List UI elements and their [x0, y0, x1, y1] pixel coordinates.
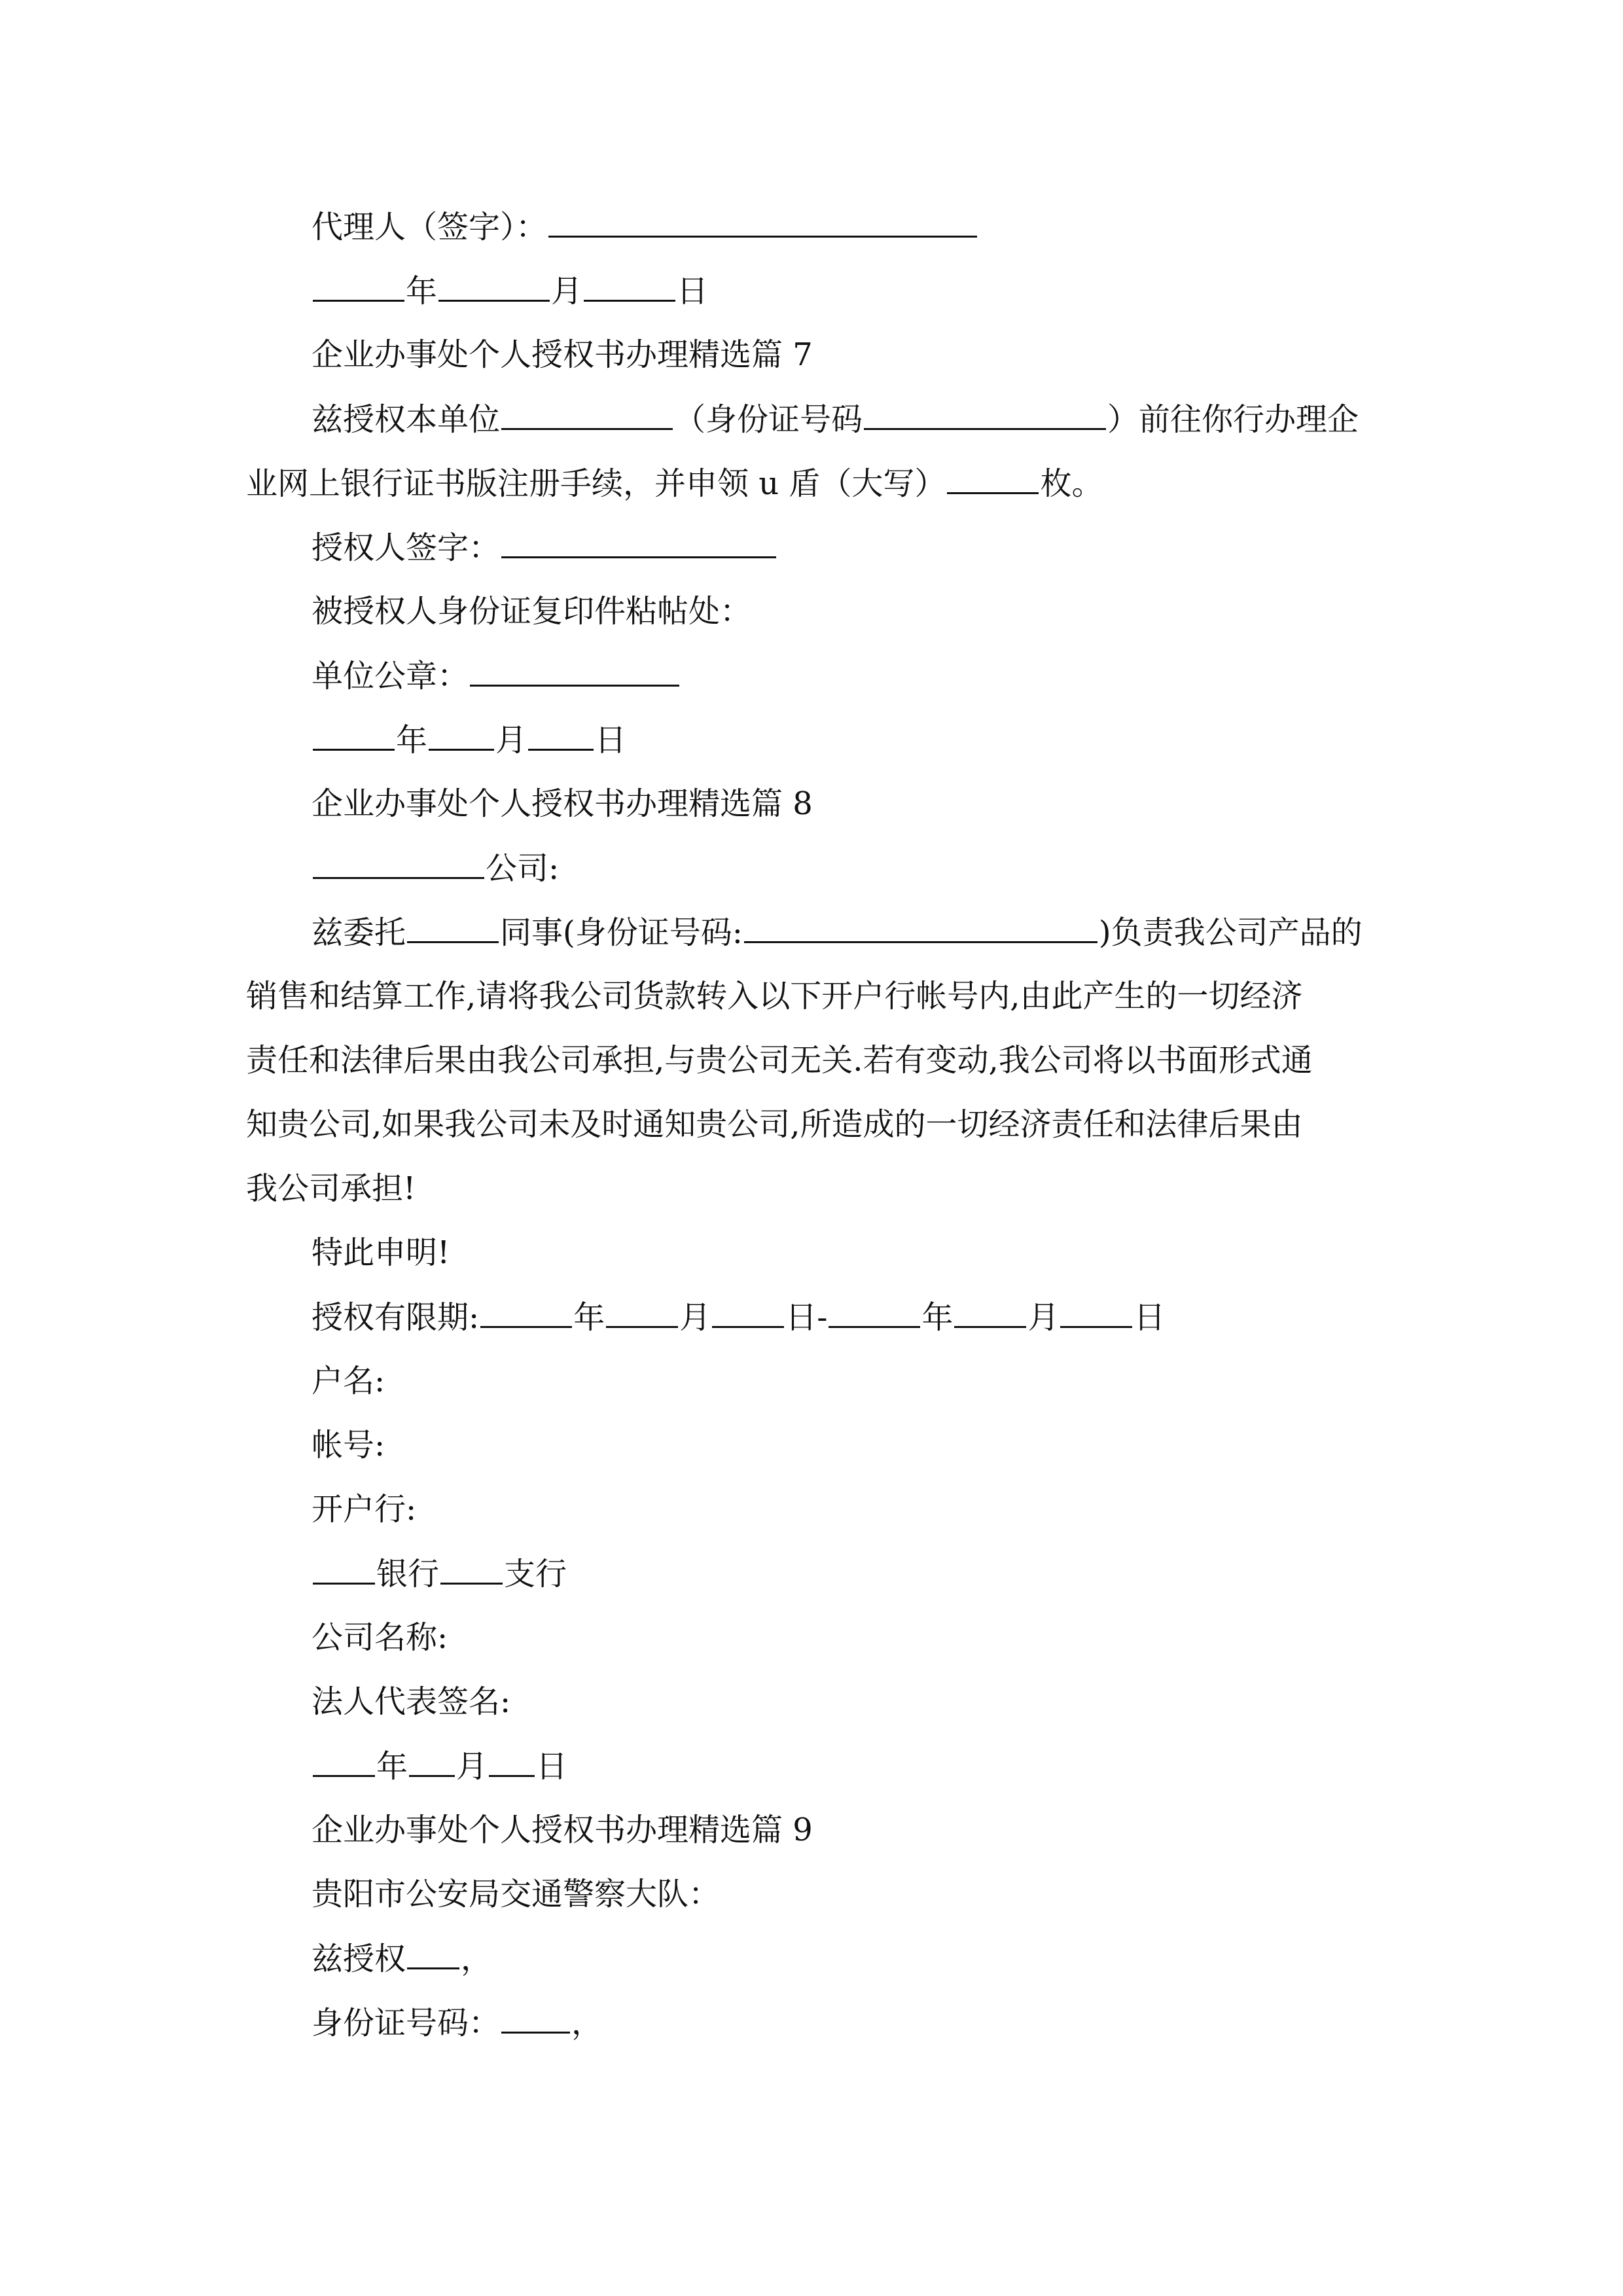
term-start-day-label: 日-	[785, 1299, 828, 1336]
day-blank	[489, 1746, 535, 1777]
day-blank	[584, 271, 675, 302]
ukey-count-blank	[947, 463, 1039, 494]
term-start-day-blank	[712, 1297, 784, 1328]
date-line-section7	[312, 720, 1385, 760]
section7-text-start: 兹授权本单位	[312, 401, 501, 438]
authorization-text: 兹授权	[312, 1941, 406, 1977]
year-blank	[313, 1746, 375, 1777]
year-blank	[313, 271, 404, 302]
month-label: 月	[456, 1748, 488, 1785]
day-label: 日	[595, 722, 627, 759]
section7-text-mid: ）前往你行办理企	[1107, 401, 1359, 438]
legal-rep-line	[312, 1682, 1385, 1721]
section8-title	[312, 784, 1385, 823]
date-line-top	[312, 271, 1385, 311]
authorization-term-line	[312, 1297, 1385, 1337]
section7-id-label: （身份证号码	[674, 401, 863, 438]
section7-title	[312, 335, 1385, 374]
authorization-line	[312, 1939, 1385, 1979]
bank-line	[312, 1490, 1385, 1529]
account-name-line	[312, 1361, 1385, 1401]
bank-branch-line	[312, 1554, 1385, 1594]
term-start-month-blank	[606, 1297, 678, 1328]
year-label: 年	[406, 273, 438, 310]
month-blank	[409, 1746, 455, 1777]
declare-line	[312, 1233, 1385, 1272]
account-number-line	[312, 1426, 1385, 1465]
month-blank	[429, 720, 494, 751]
month-label: 月	[551, 273, 583, 310]
term-end-day-blank	[1060, 1297, 1132, 1328]
id-copy-label: 被授权人身份证复印件粘帖处：	[312, 593, 752, 630]
company-name-line	[312, 1618, 1385, 1657]
company-line	[312, 848, 1385, 888]
section9-title	[312, 1810, 1385, 1850]
unit-name-blank	[501, 399, 673, 430]
authorized-person-blank	[407, 1939, 459, 1969]
legal-rep-label: 法人代表签名:	[312, 1683, 511, 1720]
year-blank	[313, 720, 395, 751]
bank-name-blank	[313, 1554, 375, 1585]
account-name-label: 户名:	[312, 1363, 385, 1399]
account-number-label: 帐号:	[312, 1427, 385, 1463]
id-number-line	[312, 2003, 1385, 2043]
unit-seal-blank	[470, 656, 679, 687]
id-number-blank	[501, 2003, 570, 2034]
term-start-year-label: 年	[573, 1299, 605, 1336]
section8-paragraph-line5	[246, 1169, 1319, 1208]
company-name-label: 公司名称:	[312, 1619, 448, 1656]
year-label: 年	[376, 1748, 408, 1785]
term-label: 授权有限期:	[312, 1299, 480, 1336]
authorizer-signature-line	[312, 528, 1385, 567]
section8-p1-start: 兹委托	[312, 914, 406, 951]
section8-title-text: 企业办事处个人授权书办理精选篇 8	[312, 785, 813, 822]
section8-p4: 知贵公司,如果我公司未及时通知贵公司,所造成的一切经济责任和法律后果由	[246, 1106, 1303, 1143]
authorizer-signature-blank	[501, 528, 776, 558]
section7-text-line2: 业网上银行证书版注册手续，并申领 u 盾（大写）	[246, 465, 946, 502]
company-suffix: 公司:	[486, 850, 560, 887]
section8-paragraph-line4	[246, 1105, 1319, 1144]
branch-suffix: 支行	[504, 1556, 567, 1592]
term-end-year-blank	[829, 1297, 920, 1328]
section8-p1-mid: 同事(身份证号码:	[500, 914, 743, 951]
term-end-day-label: 日	[1133, 1299, 1166, 1336]
section8-paragraph-line2	[246, 977, 1319, 1016]
day-label: 日	[536, 1748, 568, 1785]
section7-text-end: 枚。	[1040, 465, 1103, 502]
agent-signature-label: 代理人（签字）：	[312, 209, 548, 245]
month-label: 月	[495, 722, 527, 759]
year-label: 年	[396, 722, 428, 759]
section8-p3: 责任和法律后果由我公司承担,与贵公司无关.若有变动,我公司将以书面形式通	[246, 1042, 1313, 1079]
id-number-comma: ，	[571, 2005, 603, 2041]
branch-name-blank	[440, 1554, 503, 1585]
company-name-blank	[313, 848, 484, 879]
section9-title-text: 企业办事处个人授权书办理精选篇 9	[312, 1812, 813, 1848]
police-text: 贵阳市公安局交通警察大队：	[312, 1876, 721, 1912]
final-date-line	[312, 1746, 1385, 1786]
id-number-label: 身份证号码：	[312, 2005, 501, 2041]
declare-text: 特此申明!	[312, 1234, 450, 1271]
agent-signature-line	[312, 207, 1385, 247]
section7-paragraph-line1	[312, 399, 1385, 439]
term-end-month-blank	[954, 1297, 1026, 1328]
id-copy-line	[312, 592, 1385, 631]
section7-title-text: 企业办事处个人授权书办理精选篇 7	[312, 336, 813, 373]
agent-signature-blank	[548, 207, 977, 238]
authorizer-signature-label: 授权人签字：	[312, 529, 501, 566]
id-number-blank	[864, 399, 1106, 430]
term-start-month-label: 月	[679, 1299, 711, 1336]
police-line	[312, 1874, 1385, 1914]
section8-paragraph-line3	[246, 1041, 1319, 1080]
section8-p1-end: )负责我公司产品的	[1098, 914, 1363, 951]
section7-paragraph-line2	[246, 463, 1319, 503]
term-end-year-label: 年	[921, 1299, 954, 1336]
month-blank	[438, 271, 550, 302]
term-start-year-blank	[480, 1297, 572, 1328]
day-blank	[528, 720, 594, 751]
section8-p5: 我公司承担!	[246, 1170, 416, 1207]
colleague-id-blank	[744, 912, 1097, 943]
unit-seal-line	[312, 656, 1385, 696]
term-end-month-label: 月	[1027, 1299, 1060, 1336]
section8-paragraph-line1	[312, 912, 1385, 952]
bank-label: 开户行:	[312, 1491, 417, 1528]
unit-seal-label: 单位公章：	[312, 658, 469, 694]
authorization-comma: ，	[461, 1941, 493, 1977]
day-label: 日	[677, 273, 709, 310]
section8-p2: 销售和结算工作,请将我公司货款转入以下开户行帐号内,由此产生的一切经济	[246, 978, 1303, 1014]
colleague-name-blank	[407, 912, 499, 943]
bank-suffix: 银行	[376, 1556, 440, 1592]
